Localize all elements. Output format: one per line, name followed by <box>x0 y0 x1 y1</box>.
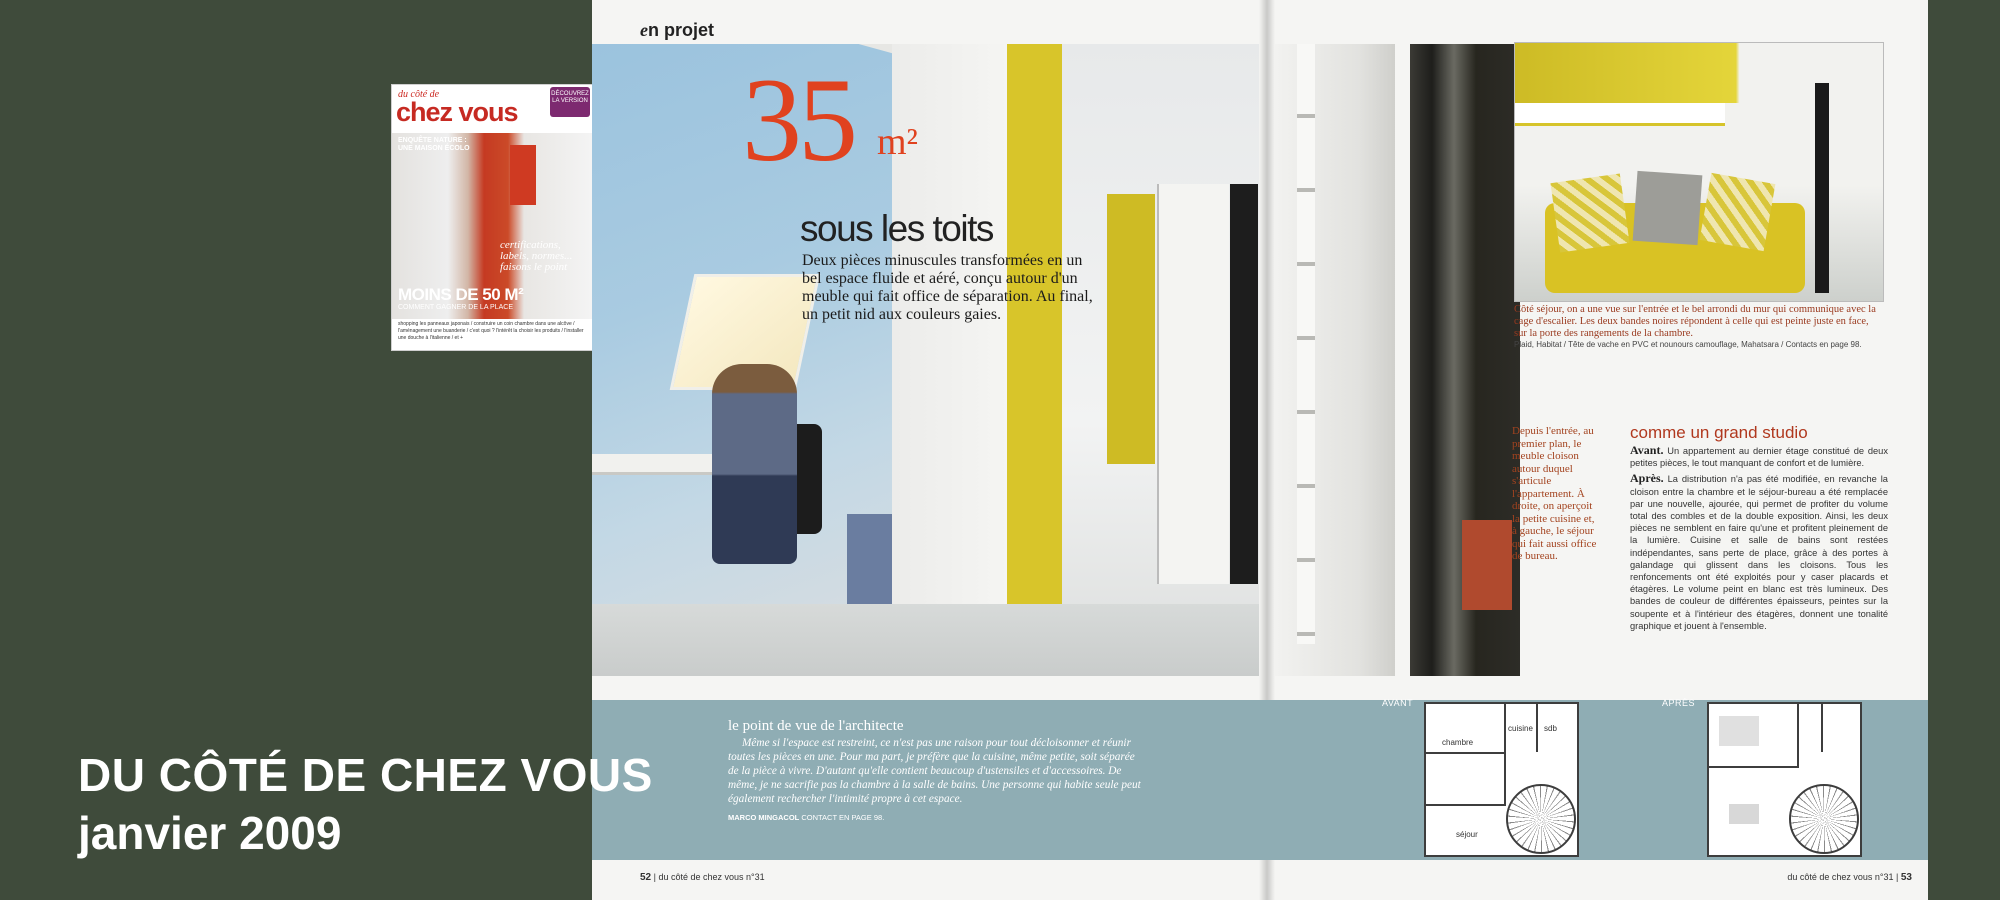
page-number-right: 53 <box>1900 872 1912 883</box>
photo-caption: Côté séjour, on a une vue sur l'entrée et le bel arrondi du mur qui communique avec la cage d'escalier. Les deux bandes noires répondent à celle qui est peinte juste en face, sur la porte des rangements de la chambre. <box>1514 304 1876 339</box>
plan-wall <box>1709 766 1799 768</box>
folio-left-text: | du côté de chez vous n°31 <box>653 872 765 882</box>
page-number-left: 52 <box>640 872 652 883</box>
folio-right-text: du côté de chez vous n°31 | <box>1787 872 1899 882</box>
cover-badge: DÉCOUVREZ LA VERSION <box>550 87 590 117</box>
folio-right <box>1772 872 1912 883</box>
studio-body <box>1630 444 1888 635</box>
plan-avant-label: AVANT <box>1382 698 1414 708</box>
overlay-date: janvier 2009 <box>78 807 342 859</box>
plan-wall <box>1504 704 1506 804</box>
architect-title: le point de vue de l'architecte <box>728 718 904 734</box>
plan-table <box>1729 804 1759 824</box>
photo-credits: Plaid, Habitat / Tête de vache en PVC et nounours camouflage, Mahatsara / Contacts en page 98. <box>1514 340 1862 349</box>
subtitle: sous les toits <box>800 208 993 249</box>
dark-door <box>1230 184 1258 584</box>
title-number: 35 <box>742 53 854 186</box>
yellow-stripe <box>1007 44 1062 676</box>
cover-certifications: certifications, labels, normes... faisons le point <box>500 239 573 273</box>
section-label <box>640 20 714 41</box>
cover-brand: chez vous <box>396 97 518 127</box>
spiral-stair <box>1506 784 1576 854</box>
room-sejour: séjour <box>1456 830 1478 839</box>
architect-signature <box>728 813 884 822</box>
section-label-e: e <box>640 20 648 40</box>
kitchen-accent <box>1462 520 1512 610</box>
plan-wall <box>1821 704 1823 752</box>
room-cuisine: cuisine <box>1508 724 1533 733</box>
right-shelves <box>1297 44 1315 644</box>
architect-contact: CONTACT EN PAGE 98. <box>801 813 885 822</box>
person-at-desk <box>712 364 797 564</box>
door-frame <box>1157 184 1229 584</box>
floor-plan-apres <box>1707 702 1862 857</box>
cushion-middle <box>1633 171 1703 245</box>
intro-text: Deux pièces minuscules transformées en un bel espace fluide et aéré, conçu autour d'un meuble qui fait office de séparation. Au final, un petit nid aux couleurs gaies. <box>802 252 1093 323</box>
plan-wall <box>1536 704 1538 752</box>
yellow-shelf <box>1107 194 1155 464</box>
cover-headline-sub: COMMENT GAGNER DE LA PLACE <box>398 304 514 311</box>
folio-left <box>640 872 765 883</box>
cover-bottom-lines: shopping les panneaux japonais / construire un coin chambre dans une alcôve / l'aménagement une buanderie / c'est quoi ? l'intérêt la choisir les produits / l'installer une douche à l'italienne / et + <box>392 319 592 350</box>
cover-teaser: ENQUÊTE NATURE : UNE MAISON ÉCOLO <box>398 137 470 152</box>
cover-brand-small: du côté de <box>398 89 440 100</box>
avant-text: Un appartement au dernier étage constitué de deux petites pièces, le tout manquant de confort et de lumière. <box>1630 446 1888 469</box>
black-stripe <box>1815 83 1829 293</box>
floor-plan-avant <box>1424 702 1579 857</box>
white-shelf <box>1515 103 1725 126</box>
title-unit: m² <box>877 121 918 163</box>
room-chambre: chambre <box>1442 738 1474 747</box>
plan-wall <box>1426 752 1506 754</box>
pouf <box>847 514 892 604</box>
studio-heading: comme un grand studio <box>1630 423 1808 442</box>
overlay-title: DU CÔTÉ DE CHEZ VOUS <box>78 749 653 801</box>
cover-lamp-shape <box>510 145 536 205</box>
right-page-photo <box>1275 44 1395 676</box>
plan-bed <box>1719 716 1759 746</box>
magazine-cover-thumbnail <box>392 85 592 350</box>
section-label-rest: n projet <box>648 20 714 40</box>
architect-name: MARCO MINGACOL <box>728 813 800 822</box>
plan-apres-label: APRÈS <box>1662 698 1696 708</box>
side-caption: Depuis l'entrée, au premier plan, le meuble cloison autour duquel s'articule l'appartement. À droite, on aperçoit la petite cuisine et, à gauche, le séjour qui fait aussi office de bureau. <box>1512 425 1597 562</box>
magazine-spread <box>592 0 1928 900</box>
apres-text: La distribution n'a pas été modifiée, en revanche la cloison entre la chambre et le séjour-bureau a été remplacée par une nouvelle, ajourée, qui permet de profiter du volume total des combles et de la double exposition. Ainsi, les deux pièces ne semblent en faire qu'une et profitent pleinement de la lumière. Cuisine et salle de bains sont restées indépendantes, sans perte de place, grâce à des portes à galandage qui glissent dans les cloisons. Tous les renfoncements ont été exploités pour y caser placards et étagères. Le volume peint en blanc est très lumineux. Des bandes de couleur de différentes épaisseurs, peintes sur la soupente et à l'intérieur des étagères, donnent une tonalité graphique et jouent à l'ensemble. <box>1630 474 1888 631</box>
main-photo <box>592 44 1259 676</box>
plan-wall <box>1426 804 1506 806</box>
floor <box>592 604 1259 676</box>
room-sdb: sdb <box>1544 724 1557 733</box>
cushion-right <box>1700 173 1776 251</box>
spiral-stair <box>1789 784 1859 854</box>
plan-wall <box>1797 704 1799 768</box>
architect-quote: Même si l'espace est restreint, ce n'est pas une raison pour tout décloisonner et réunir toutes les pièces en une. Pour ma part, je préfère que la cuisine, même petite, soit séparée de la pièce à vivre. D'autant qu'elle contient beaucoup d'ustensiles et d'accessoires. De même, je ne sacrifie pas la chambre à la salle de bains. Une personne qui habite seule peut également rechercher l'intimité propre à cet espace. <box>728 737 1141 805</box>
living-room-photo <box>1514 42 1884 302</box>
avant-lead: Avant. <box>1630 443 1664 457</box>
cushion-left <box>1550 173 1629 252</box>
apres-lead: Après. <box>1630 471 1664 486</box>
cover-headline: MOINS DE 50 M² <box>398 285 524 304</box>
